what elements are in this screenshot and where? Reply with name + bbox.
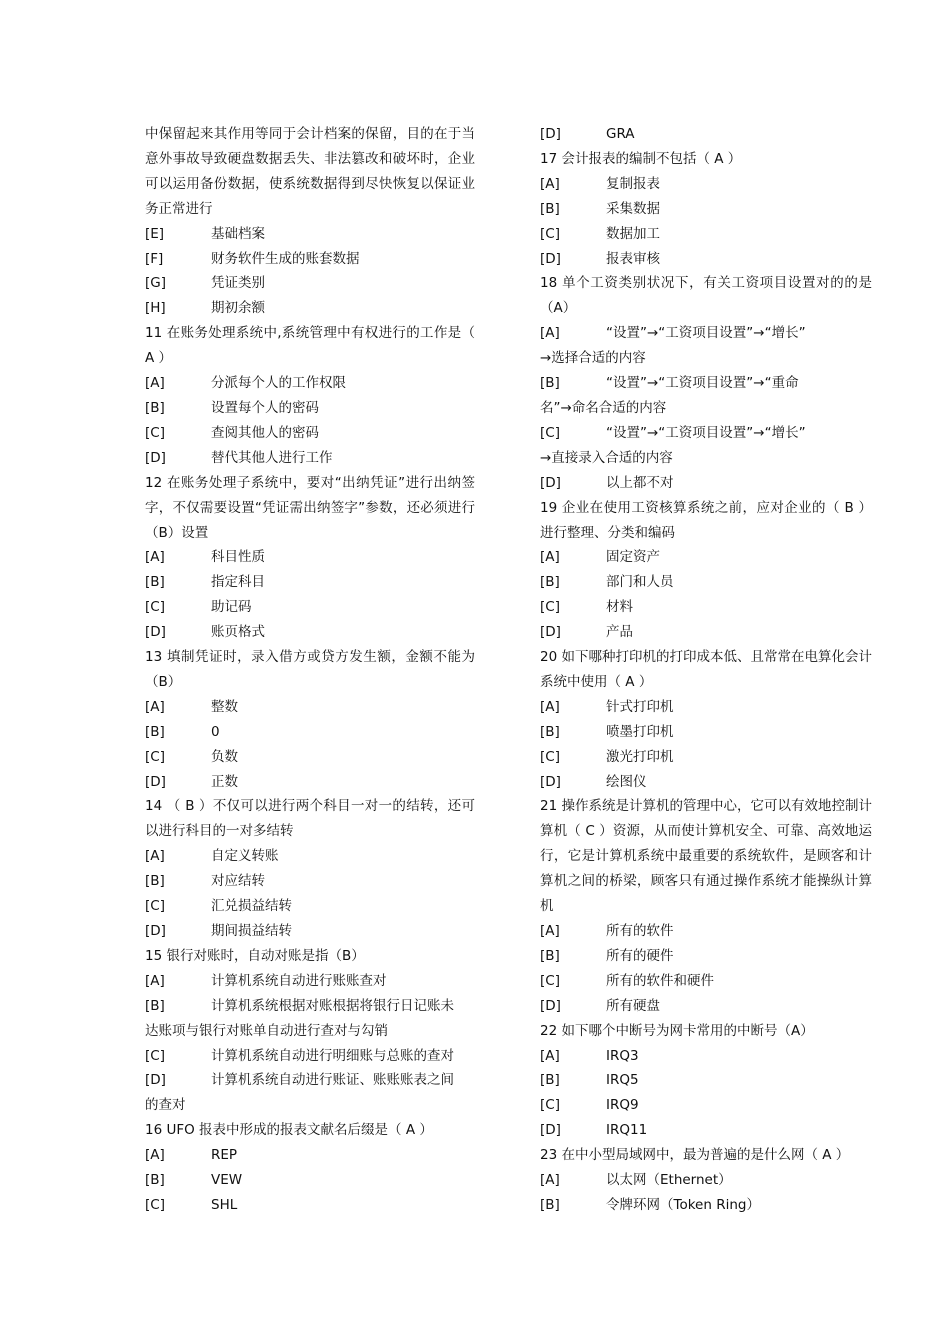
option-text: 负数: [211, 748, 238, 765]
option-text: 分派每个人的工作权限: [211, 375, 346, 392]
question-15: 15 银行对账时，自动对账是指（B）: [145, 947, 365, 964]
option-label: [C]: [145, 1196, 165, 1213]
option-label: [C]: [145, 599, 165, 616]
option-e: [145, 222, 475, 247]
option-b: [145, 1168, 475, 1193]
option-label: [C]: [540, 225, 560, 242]
option-text: VEW: [211, 1172, 243, 1189]
option-text: 报表审核: [606, 250, 660, 267]
option-text: “设置”→“工资项目设置”→“重命: [606, 375, 799, 392]
option-d: [540, 994, 872, 1019]
option-label: [A]: [145, 1147, 165, 1164]
option-text: 产品: [606, 624, 633, 641]
option-b: [540, 1193, 872, 1218]
option-text: 期初余额: [211, 300, 265, 317]
question-21: 21 操作系统是计算机的管理中心，它可以有效地控制计算机（ C ）资源，从而使计算机安全、可靠、高效地运行，它是计算机系统中最重要的系统软件，是顾客和计算机之间的桥梁，顾客只有通过操作系统才能操纵计算机: [540, 798, 872, 915]
option-a: [540, 1044, 872, 1069]
option-d: [540, 247, 872, 272]
option-text: 基础档案: [211, 225, 265, 242]
option-label: [A]: [540, 923, 560, 939]
option-text: 激光打印机: [606, 748, 674, 765]
option-label: [B]: [540, 375, 560, 392]
option-text: 采集数据: [606, 200, 660, 217]
option-a: [145, 1143, 475, 1168]
option-d: [145, 1068, 475, 1093]
question-16: 16 UFO 报表中形成的报表文献名后缀是（ A ）: [145, 1122, 433, 1139]
option-c: [540, 222, 872, 247]
option-label: [B]: [145, 1172, 165, 1189]
option-text: 0: [211, 723, 220, 740]
option-b: [540, 1068, 872, 1093]
option-b: [145, 869, 475, 894]
option-c: [540, 1093, 872, 1118]
option-text: 所有的软件: [606, 923, 674, 939]
option-b: [145, 994, 475, 1019]
option-label: [E]: [145, 225, 165, 242]
option-b: [540, 570, 872, 595]
option-label: [B]: [540, 200, 560, 217]
option-label: [A]: [540, 549, 560, 566]
option-text: 正数: [211, 773, 238, 790]
question-23: 23 在中小型局域网中，最为普遍的是什么网（ A ）: [540, 1147, 850, 1164]
option-label: [A]: [540, 698, 560, 715]
option-continuation: →选择合适的内容: [540, 350, 646, 367]
option-a: [145, 844, 475, 869]
option-a: [540, 321, 872, 346]
option-text: IRQ3: [606, 1047, 639, 1064]
option-label: [B]: [540, 574, 560, 591]
option-text: IRQ9: [606, 1097, 639, 1114]
right-column: [540, 122, 872, 1218]
option-label: [D]: [540, 250, 561, 267]
option-text: “设置”→“工资项目设置”→“增长”: [606, 424, 806, 441]
option-label: [D]: [540, 997, 561, 1014]
option-text: 喷墨打印机: [606, 723, 674, 740]
question-11: 11 在账务处理系统中,系统管理中有权进行的工作是（ A ）: [145, 325, 475, 367]
option-text: 计算机系统根据对账根据将银行日记账未: [211, 997, 454, 1014]
option-label: [G]: [145, 275, 166, 292]
option-text: 财务软件生成的账套数据: [211, 250, 360, 267]
option-label: [D]: [540, 624, 561, 641]
option-b: [145, 396, 475, 421]
question-20: 20 如下哪种打印机的打印成本低、且常常在电算化会计系统中使用（ A ）: [540, 649, 872, 690]
option-text: 令牌环网（Token Ring）: [606, 1196, 760, 1213]
question-22: 22 如下哪个中断号为网卡常用的中断号（A）: [540, 1022, 814, 1039]
option-label: [B]: [145, 399, 165, 416]
option-text: 凭证类别: [211, 275, 265, 292]
option-c: [540, 595, 872, 620]
option-a: [145, 695, 475, 720]
option-text: 部门和人员: [606, 574, 674, 591]
option-label: [B]: [145, 723, 165, 740]
option-text: 计算机系统自动进行账证、账账账表之间: [211, 1072, 454, 1089]
option-b: [540, 720, 872, 745]
option-a: [145, 371, 475, 396]
option-label: [A]: [540, 1172, 560, 1189]
option-label: [C]: [145, 1047, 165, 1064]
option-label: [B]: [145, 997, 165, 1014]
option-label: [D]: [540, 474, 561, 491]
option-label: [D]: [145, 773, 166, 790]
option-text: 以上都不对: [606, 474, 674, 491]
option-text: 复制报表: [606, 175, 660, 192]
option-label: [D]: [540, 773, 561, 790]
option-text: IRQ5: [606, 1072, 639, 1089]
option-a: [540, 545, 872, 570]
option-d: [540, 770, 872, 795]
option-label: [A]: [145, 698, 165, 715]
option-text: 针式打印机: [606, 698, 674, 715]
option-d: [145, 770, 475, 795]
option-label: [A]: [145, 375, 165, 392]
option-text: 设置每个人的密码: [211, 399, 319, 416]
option-label: [D]: [540, 1122, 561, 1139]
option-c: [540, 745, 872, 770]
option-label: [H]: [145, 300, 166, 317]
option-label: [B]: [540, 947, 560, 964]
option-text: 所有的软件和硬件: [606, 972, 714, 989]
option-label: [D]: [145, 1072, 166, 1089]
option-c: [540, 421, 872, 446]
option-text: 替代其他人进行工作: [211, 449, 333, 466]
option-label: [A]: [540, 325, 560, 342]
option-c: [145, 1044, 475, 1069]
option-b: [540, 197, 872, 222]
option-b: [540, 944, 872, 969]
option-continuation: 的查对: [145, 1097, 186, 1114]
question-18: 18 单个工资类别状况下，有关工资项目设置对的的是（A）: [540, 275, 872, 317]
paragraph-backup: 中保留起来其作用等同于会计档案的保留，目的在于当意外事故导致硬盘数据丢失、非法篡改和破坏时，企业可以运用备份数据，使系统数据得到尽快恢复以保证业务正常进行: [145, 126, 475, 217]
option-text: 固定资产: [606, 549, 660, 566]
option-a: [540, 919, 872, 944]
option-text: 数据加工: [606, 225, 660, 242]
option-text: “设置”→“工资项目设置”→“增长”: [606, 325, 806, 342]
question-14: 14 （ B ）不仅可以进行两个科目一对一的结转，还可以进行科目的一对多结转: [145, 798, 475, 840]
option-text: 材料: [606, 599, 633, 616]
option-text: IRQ11: [606, 1122, 648, 1139]
option-d: [145, 446, 475, 471]
option-d: [145, 919, 475, 944]
option-text: 期间损益结转: [211, 923, 292, 939]
option-text: SHL: [211, 1196, 238, 1213]
option-a: [540, 172, 872, 197]
option-label: [B]: [145, 574, 165, 591]
option-text: 所有的硬件: [606, 947, 674, 964]
option-c: [145, 894, 475, 919]
option-h: [145, 296, 475, 321]
option-c: [540, 969, 872, 994]
option-label: [A]: [540, 175, 560, 192]
option-label: [C]: [540, 424, 560, 441]
option-continuation: →直接录入合适的内容: [540, 449, 673, 466]
option-label: [C]: [145, 748, 165, 765]
option-label: [D]: [145, 923, 166, 939]
option-c: [145, 595, 475, 620]
option-d: [540, 122, 872, 147]
option-d: [540, 620, 872, 645]
option-continuation: 名”→命名合适的内容: [540, 399, 667, 416]
option-text: 汇兑损益结转: [211, 898, 292, 915]
question-17: 17 会计报表的编制不包括（ A ）: [540, 150, 742, 167]
option-text: 助记码: [211, 599, 252, 616]
option-label: [A]: [145, 549, 165, 566]
option-a: [540, 695, 872, 720]
option-c: [145, 745, 475, 770]
option-text: 以太网（Ethernet）: [606, 1172, 732, 1189]
option-label: [C]: [145, 424, 165, 441]
option-label: [C]: [540, 1097, 560, 1114]
question-12: 12 在账务处理子系统中，要对“出纳凭证”进行出纳签字，不仅需要设置“凭证需出纳签字”参数，还必须进行（B）设置: [145, 474, 475, 541]
question-19: 19 企业在使用工资核算系统之前，应对企业的（ B ）进行整理、分类和编码: [540, 499, 872, 541]
option-a: [145, 969, 475, 994]
option-text: 自定义转账: [211, 848, 279, 865]
option-text: 计算机系统自动进行账账查对: [211, 972, 387, 989]
option-label: [D]: [540, 126, 561, 142]
option-d: [145, 620, 475, 645]
option-label: [C]: [145, 898, 165, 915]
option-b: [145, 720, 475, 745]
option-a: [540, 1168, 872, 1193]
option-text: 对应结转: [211, 873, 265, 890]
option-text: REP: [211, 1147, 238, 1164]
option-label: [A]: [540, 1047, 560, 1064]
option-label: [B]: [540, 1196, 560, 1213]
left-column: [145, 122, 475, 1218]
option-label: [B]: [145, 873, 165, 890]
option-label: [C]: [540, 599, 560, 616]
option-text: GRA: [606, 126, 635, 142]
option-g: [145, 271, 475, 296]
option-label: [A]: [145, 848, 165, 865]
option-label: [B]: [540, 723, 560, 740]
option-text: 账页格式: [211, 624, 265, 641]
option-text: 整数: [211, 698, 238, 715]
option-label: [B]: [540, 1072, 560, 1089]
option-text: 查阅其他人的密码: [211, 424, 319, 441]
option-label: [A]: [145, 972, 165, 989]
option-c: [145, 421, 475, 446]
option-f: [145, 247, 475, 272]
option-text: 科目性质: [211, 549, 265, 566]
option-label: [F]: [145, 250, 164, 267]
option-label: [C]: [540, 972, 560, 989]
option-label: [C]: [540, 748, 560, 765]
option-continuation: 达账项与银行对账单自动进行查对与勾销: [145, 1022, 388, 1039]
option-d: [540, 1118, 872, 1143]
option-text: 绘图仪: [606, 773, 647, 790]
option-label: [D]: [145, 624, 166, 641]
option-text: 指定科目: [211, 574, 265, 591]
option-text: 所有硬盘: [606, 997, 660, 1014]
option-a: [145, 545, 475, 570]
question-13: 13 填制凭证时，录入借方或贷方发生额，金额不能为（B）: [145, 649, 475, 690]
option-b: [145, 570, 475, 595]
option-c: [145, 1193, 475, 1218]
option-text: 计算机系统自动进行明细账与总账的查对: [211, 1047, 454, 1064]
option-b: [540, 371, 872, 396]
option-label: [D]: [145, 449, 166, 466]
option-d: [540, 471, 872, 496]
